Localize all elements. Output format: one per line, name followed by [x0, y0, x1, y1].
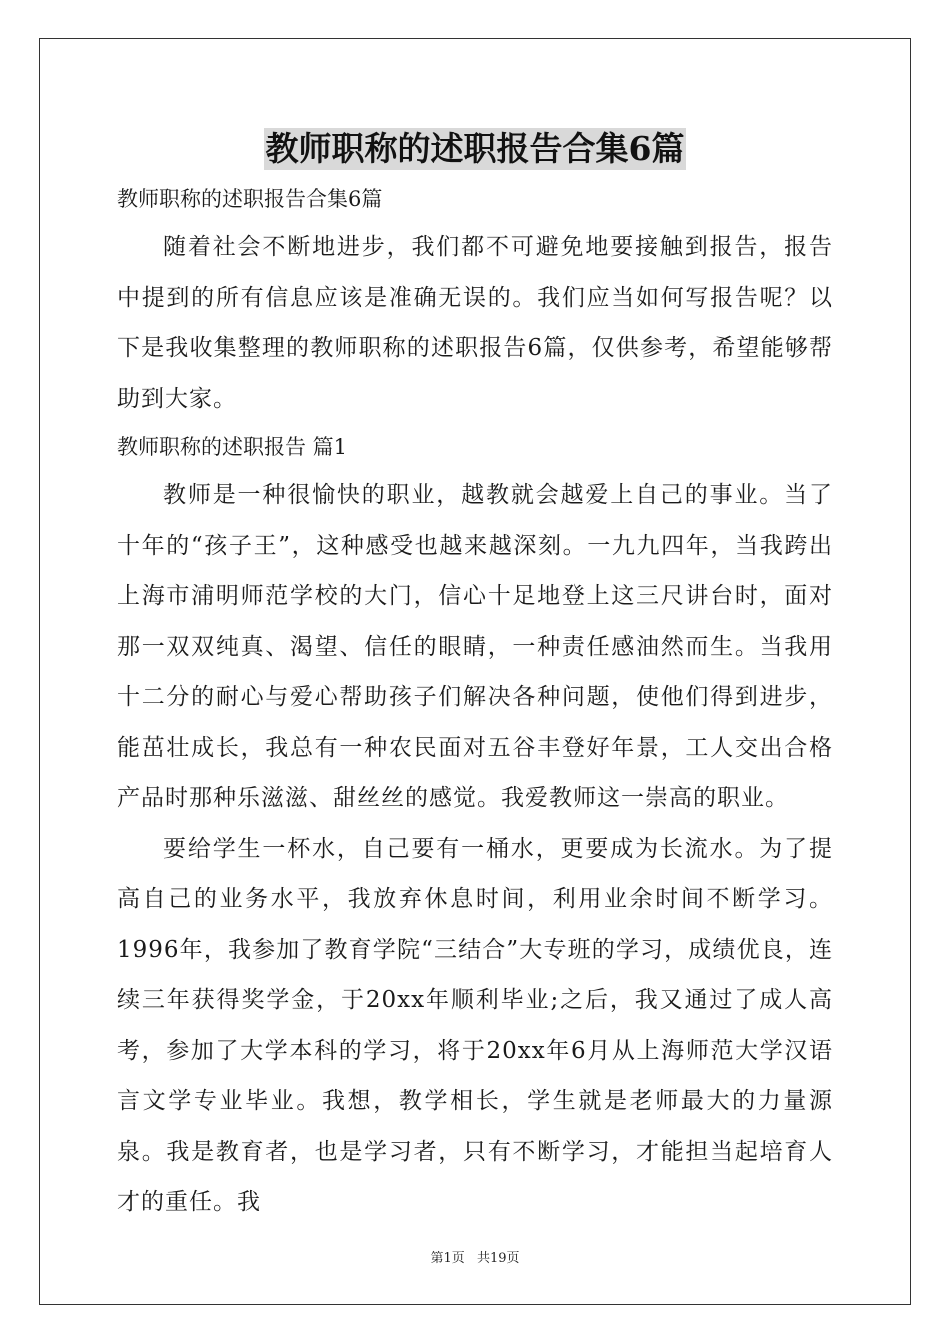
body-paragraph-2: 要给学生一杯水，自己要有一桶水，更要成为长流水。为了提高自己的业务水平，我放弃休息时间，利用业余时间不断学习。1996年，我参加了教育学院“三结合”大专班的学习，成绩优良，连续三年获得奖学金，于20xx年顺利毕业;之后，我又通过了成人高考，参加了大学本科的学习，将于20xx年6月从上海师范大学汉语言文学专业毕业。我想，教学相长，学生就是老师最大的力量源泉。我是教育者，也是学习者，只有不断学习，才能担当起培育人才的重任。我	[117, 835, 833, 1215]
title-container	[0, 128, 950, 170]
intro-paragraph: 随着社会不断地进步，我们都不可避免地要接触到报告，报告中提到的所有信息应该是准确无误的。我们应当如何写报告呢？以下是我收集整理的教师职称的述职报告6篇，仅供参考，希望能够帮助到大家。	[117, 234, 833, 412]
page-total: 共19页	[476, 1251, 520, 1266]
document-body	[117, 178, 833, 1228]
body-paragraph-1: 教师是一种很愉快的职业，越教就会越爱上自己的事业。当了十年的“孩子王”，这种感受也越来越深刻。一九九四年，当我跨出上海市浦明师范学校的大门，信心十足地登上这三尺讲台时，面对那一双双纯真、渴望、信任的眼睛，一种责任感油然而生。当我用十二分的耐心与爱心帮助孩子们解决各种问题，使他们得到进步，能茁壮成长，我总有一种农民面对五谷丰登好年景，工人交出合格产品时那种乐滋滋、甜丝丝的感觉。我爱教师这一崇高的职业。	[117, 482, 833, 811]
page-footer	[0, 1247, 950, 1266]
page-number: 第1页	[430, 1251, 465, 1266]
section-heading: 教师职称的述职报告 篇1	[117, 435, 348, 459]
subtitle-line: 教师职称的述职报告合集6篇	[117, 187, 383, 211]
document-title: 教师职称的述职报告合集6篇	[265, 129, 685, 168]
